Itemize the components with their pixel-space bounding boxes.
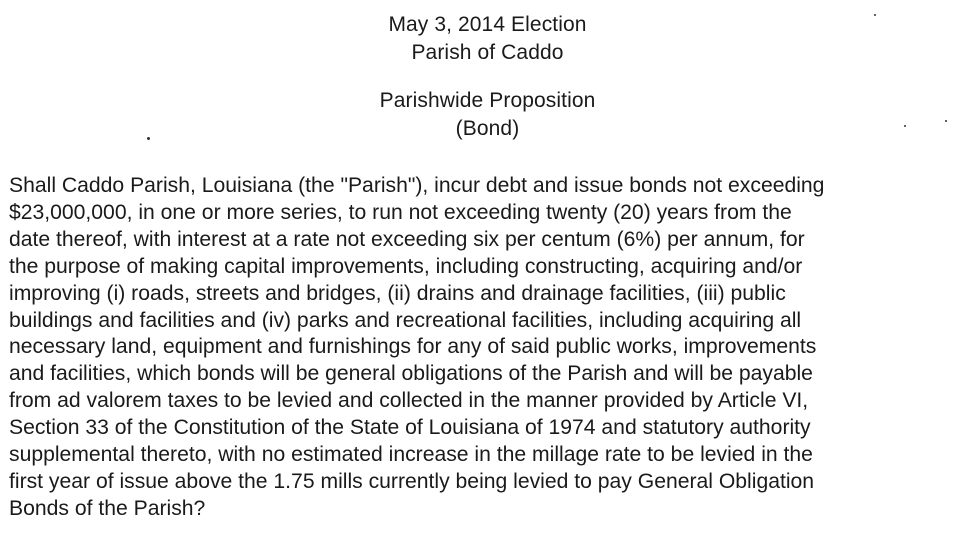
election-date: May 3, 2014 Election	[388, 13, 587, 36]
proposition-type: (Bond)	[455, 117, 520, 140]
scan-speck	[874, 14, 876, 16]
proposition-text	[9, 173, 969, 523]
proposition-header	[0, 87, 975, 143]
election-header	[0, 11, 975, 67]
scan-speck	[904, 125, 906, 127]
proposition-line: necessary land, equipment and furnishings for any of said public works, improvements	[9, 335, 817, 359]
proposition-line: from ad valorem taxes to be levied and collected in the manner provided by Article VI,	[9, 389, 809, 413]
proposition-line: the purpose of making capital improvements, including constructing, acquiring and/or	[9, 254, 803, 278]
proposition-line: Section 33 of the Constitution of the State of Louisiana of 1974 and statutory authority	[9, 416, 811, 440]
proposition-title: Parishwide Proposition	[379, 89, 596, 112]
scan-speck	[147, 137, 150, 140]
proposition-line: improving (i) roads, streets and bridges, (ii) drains and drainage facilities, (iii) public	[9, 281, 786, 305]
proposition-line: first year of issue above the 1.75 mills currently being levied to pay General Obligation	[9, 469, 815, 493]
proposition-line: buildings and facilities and (iv) parks and recreational facilities, including acquiring all	[9, 308, 802, 332]
proposition-line: date thereof, with interest at a rate not exceeding six per centum (6%) per annum, for	[9, 227, 805, 251]
proposition-line: $23,000,000, in one or more series, to run not exceeding twenty (20) years from the	[9, 200, 792, 224]
scan-speck	[945, 120, 947, 122]
proposition-line: Bonds of the Parish?	[9, 496, 206, 520]
parish-name: Parish of Caddo	[411, 41, 564, 64]
proposition-line: Shall Caddo Parish, Louisiana (the "Parish"), incur debt and issue bonds not exceeding	[9, 174, 825, 197]
proposition-line: and facilities, which bonds will be general obligations of the Parish and will be payable	[9, 362, 813, 386]
proposition-line: supplemental thereto, with no estimated increase in the millage rate to be levied in the	[9, 443, 813, 467]
